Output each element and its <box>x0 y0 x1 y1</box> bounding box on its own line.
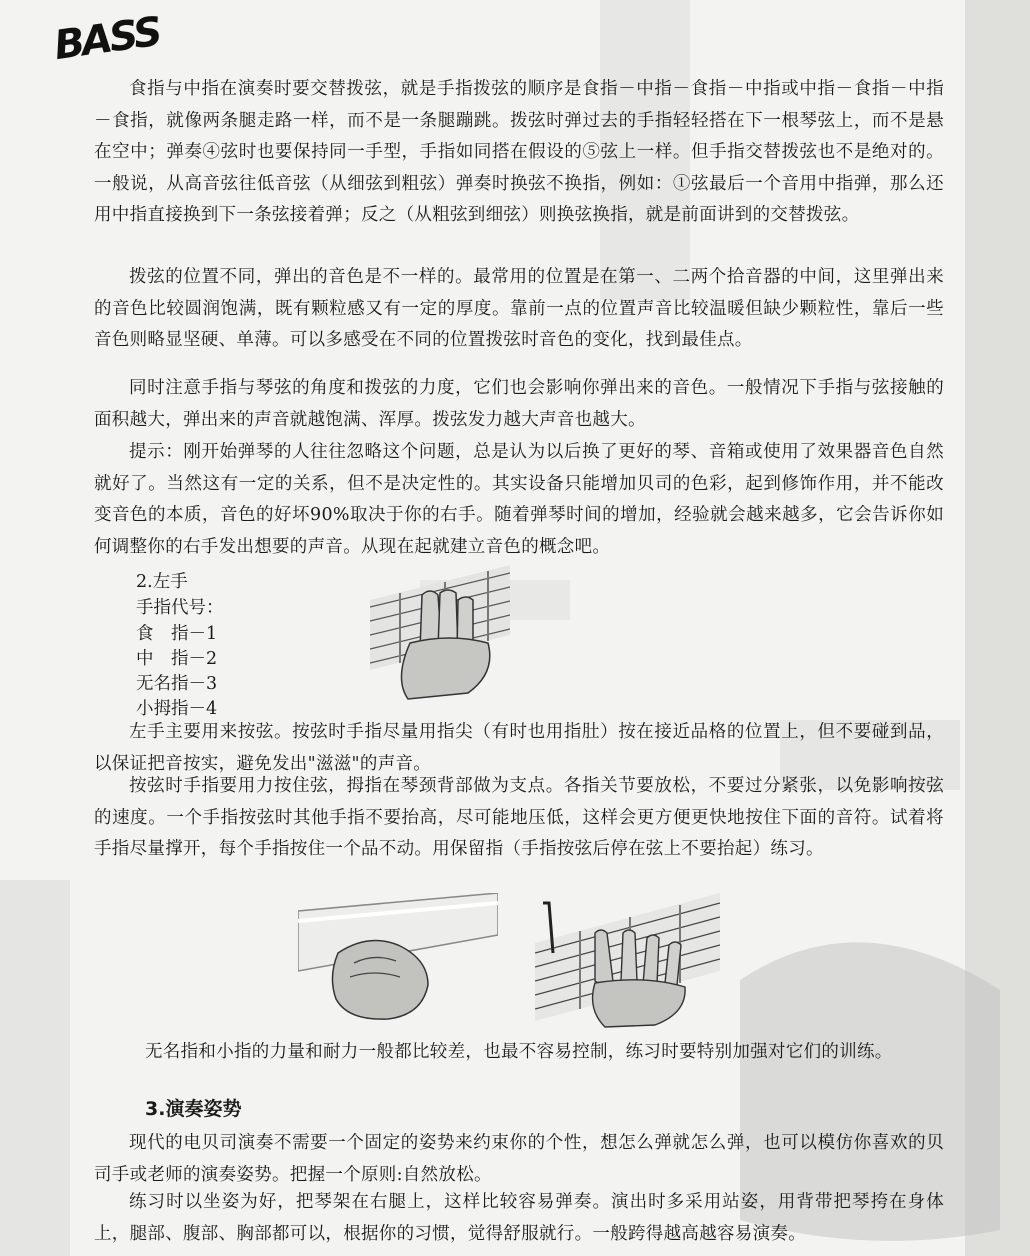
paragraph-tip: 提示：刚开始弹琴的人往往忽略这个问题，总是认为以后换了更好的琴、音箱或使用了效果器音色自然就好了。当然这有一定的关系，但不是决定性的。其实设备只能增加贝司的色彩，起到修饰作用，并不能改变音色的本质，音色的好坏90%取决于你的右手。随着弹琴时间的增加，经验就会越来越多，它会告诉你如何调整你的右手发出想要的声音。从现在起就建立音色的概念吧。 <box>94 442 944 557</box>
finger-code-3: 无名指－3 <box>136 674 218 694</box>
paragraph-alternate-plucking: 食指与中指在演奏时要交替拨弦，就是手指拨弦的顺序是食指－中指－食指－中指或中指－食指－中指－食指，就像两条腿走路一样，而不是一条腿蹦跳。拨弦时弹过去的手指轻轻搭在下一根琴弦上，而不是悬在空中；弹奏④弦时也要保持同一手型，手指如同搭在假设的⑤弦上一样。但手指交替拨弦也不是绝对的。一般说，从高音弦往低音弦（从细弦到粗弦）弹奏时换弦不换指，例如：①弦最后一个音用中指弹，那么还用中指直接换到下一条弦接着弹；反之（从粗弦到细弦）则换弦换指，就是前面讲到的交替拨弦。 <box>94 79 944 225</box>
finger-code-2: 中 指－2 <box>136 649 218 669</box>
bass-logo <box>51 8 163 76</box>
section-3-heading: 3.演奏姿势 <box>145 1098 242 1120</box>
finger-code-1: 食 指－1 <box>136 624 218 644</box>
thumb-behind-neck-photo <box>298 893 498 1021</box>
left-hand-fretboard-photo <box>370 565 510 700</box>
logo-text: BASS <box>51 8 163 70</box>
finger-code-4: 小拇指－4 <box>136 699 218 719</box>
paragraph-angle-force: 同时注意手指与琴弦的角度和拨弦的力度，它们也会影响你弹出来的音色。一般情况下手指与弦接触的面积越大，弹出来的声音就越饱满、浑厚。拨弦发力越大声音也越大。 <box>94 378 944 430</box>
paragraph-press-strength: 按弦时手指要用力按住弦，拇指在琴颈背部做为支点。各指关节要放松，不要过分紧张，以免影响按弦的速度。一个手指按弦时其他手指不要抬高，尽可能地压低，这样会更方便更快地按住下面的音符。试着将手指尽量撑开，每个手指按住一个品不动。用保留指（手指按弦后停在弦上不要抬起）练习。 <box>94 776 944 859</box>
paragraph-sitting-standing: 练习时以坐姿为好，把琴架在右腿上，这样比较容易弹奏。演出时多采用站姿，用背带把琴挎在身体上，腿部、腹部、胸部都可以，根据你的习惯，觉得舒服就行。一般跨得越高越容易演奏。 <box>94 1192 944 1244</box>
paragraph-left-hand-press: 左手主要用来按弦。按弦时手指尽量用指尖（有时也用指肚）按在接近品格的位置上，但不要碰到品，以保证把音按实，避免发出"滋滋"的声音。 <box>94 722 944 774</box>
finger-codes-heading: 手指代号： <box>136 598 224 618</box>
paragraph-ring-pinky: 无名指和小指的力量和耐力一般都比较差，也最不容易控制，练习时要特别加强对它们的训练。 <box>145 1042 893 1062</box>
paragraph-plucking-position: 拨弦的位置不同，弹出的音色是不一样的。最常用的位置是在第一、二两个拾音器的中间，这里弹出来的音色比较圆润饱满，既有颗粒感又有一定的厚度。靠前一点的位置声音比较温暖但缺少颗粒性，靠后一些音色则略显坚硬、单薄。可以多感受在不同的位置拨弦时音色的变化，找到最佳点。 <box>94 267 944 350</box>
fingers-spread-fretboard-photo <box>535 893 720 1028</box>
left-hand-heading: 2.左手 <box>136 572 188 592</box>
paragraph-modern-posture: 现代的电贝司演奏不需要一个固定的姿势来约束你的个性，想怎么弹就怎么弹，也可以模仿你喜欢的贝司手或老师的演奏姿势。把握一个原则:自然放松。 <box>94 1133 944 1185</box>
